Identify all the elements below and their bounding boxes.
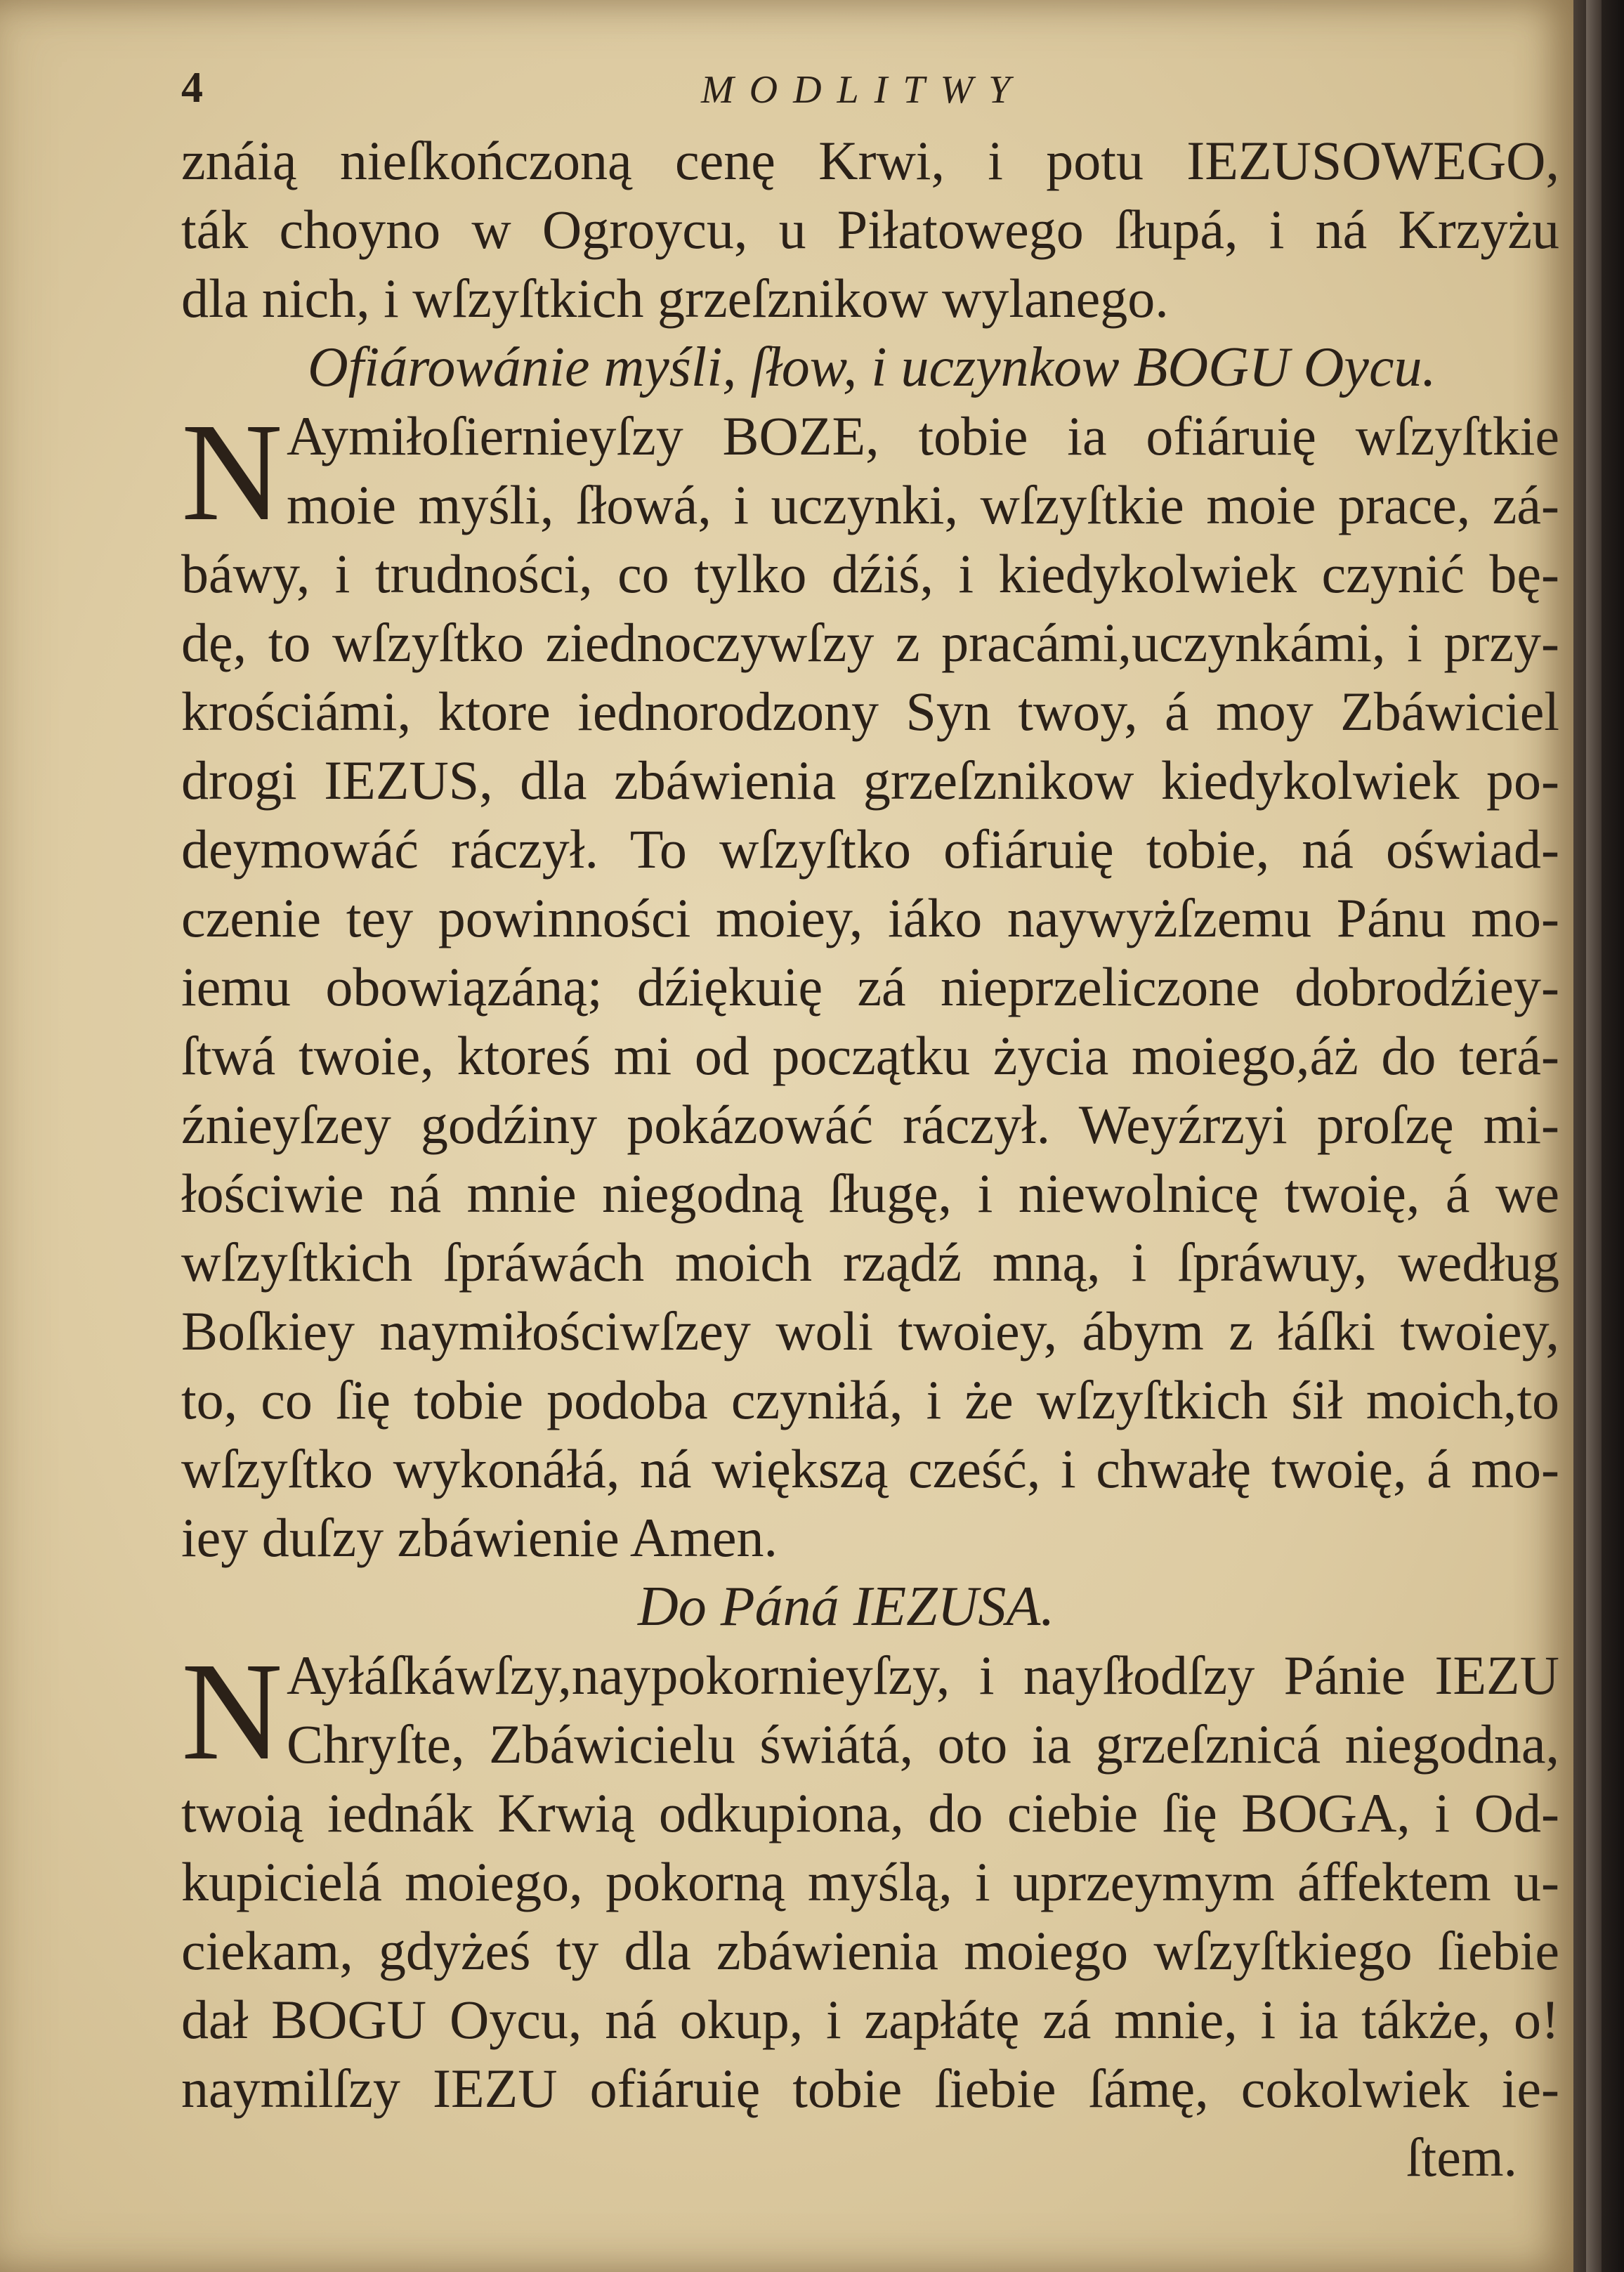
- text-line: drogi IEZUS, dla zbáwienia grzeſznikow kiedykolwiek po-: [181, 750, 1559, 811]
- section-heading: Ofiárowánie myśli, ſłow, i uczynkow BOGU Oycu.: [308, 337, 1436, 398]
- text-line: wſzyſtko wykonáłá, ná większą cześć, i chwałę twoię, á mo-: [181, 1438, 1559, 1499]
- section-heading: Do Páná IEZUSA.: [638, 1576, 1055, 1638]
- text-line: naymilſzy IEZU ofiáruię tobie ſiebie ſámę, cokolwiek ie-: [181, 2058, 1559, 2119]
- text-line: czenie tey powinności moiey, iáko naywyżſzemu Pánu mo-: [181, 887, 1559, 948]
- text-line: ciekam, gdyżeś ty dla zbáwienia moiego wſzyſtkiego ſiebie: [181, 1920, 1559, 1981]
- drop-initial: N: [181, 1634, 283, 1789]
- text-line: dę, to wſzyſtko ziednoczywſzy z pracámi,uczynkámi, i przy-: [181, 612, 1559, 673]
- text-line: Aymiłoſiernieyſzy BOZE, tobie ia ofiáruię wſzyſtkie: [287, 405, 1559, 466]
- intro-paragraph: [181, 126, 1559, 333]
- prayer-paragraph: [181, 395, 1559, 1572]
- page-number: 4: [181, 64, 203, 112]
- text-line: krościámi, ktore iednorodzony Syn twoy, á moy Zbáwiciel: [181, 681, 1559, 742]
- text-line: dla nich, i wſzyſtkich grzeſznikow wylanego.: [181, 268, 1169, 329]
- text-line: Boſkiey naymiłościwſzey woli twoiey, ábym z łáſki twoiey,: [181, 1300, 1559, 1362]
- page-header: [181, 63, 1559, 126]
- text-line: to, co ſię tobie podoba czyniłá, i że wſzyſtkich śił moich,to: [181, 1369, 1559, 1430]
- text-line: łościwie ná mnie niegodną ſługę, i niewolnicę twoię, á we: [181, 1163, 1559, 1224]
- text-line: kupicielá moiego, pokorną myślą, i uprzeymym áffektem u-: [181, 1851, 1559, 1912]
- text-line: iey duſzy zbáwienie Amen.: [181, 1507, 778, 1568]
- text-line: iemu obowiązáną; dźiękuię zá nieprzeliczone dobrodźiey-: [181, 956, 1559, 1017]
- page-text: [181, 63, 1559, 2192]
- text-line: ſtwá twoie, ktoreś mi od początku życia moiego,áż do terá-: [181, 1025, 1559, 1086]
- text-line: moie myśli, ſłowá, i uczynki, wſzyſtkie moie prace, zá-: [287, 474, 1559, 535]
- text-line: źnieyſzey godźiny pokázowáć ráczył. Weyźrzyi proſzę mi-: [181, 1094, 1559, 1155]
- text-line: deymowáć ráczył. To wſzyſtko ofiáruię tobie, ná oświad-: [181, 818, 1559, 880]
- text-line: dał BOGU Oycu, ná okup, i zapłátę zá mnie, i ia tákże, o!: [181, 1989, 1559, 2050]
- text-line: ták choyno w Ogroycu, u Piłatowego ſłupá, i ná Krzyżu: [181, 199, 1559, 260]
- running-head: MODLITWY: [701, 68, 1026, 112]
- prayer-paragraph: [181, 1634, 1559, 2123]
- text-line: Ayłáſkáwſzy,naypokornieyſzy, i nayſłodſzy Pánie IEZU: [287, 1645, 1559, 1706]
- text-line: twoią iednák Krwią odkupiona, do ciebie ſię BOGA, i Od-: [181, 1782, 1559, 1843]
- catchword: ſtem.: [1406, 2127, 1517, 2188]
- text-line: wſzyſtkich ſpráwách moich rządź mną, i ſpráwuy, według: [181, 1232, 1559, 1293]
- drop-initial: N: [181, 395, 283, 550]
- text-line: Chryſte, Zbáwicielu świátá, oto ia grzeſznicá niegodna,: [287, 1713, 1559, 1775]
- text-line: báwy, i trudności, co tylko dźiś, i kiedykolwiek czynić bę-: [181, 543, 1559, 604]
- book-spine: [1573, 0, 1624, 2272]
- text-line: znáią nieſkończoną cenę Krwi, i potu IEZUSOWEGO,: [181, 130, 1559, 191]
